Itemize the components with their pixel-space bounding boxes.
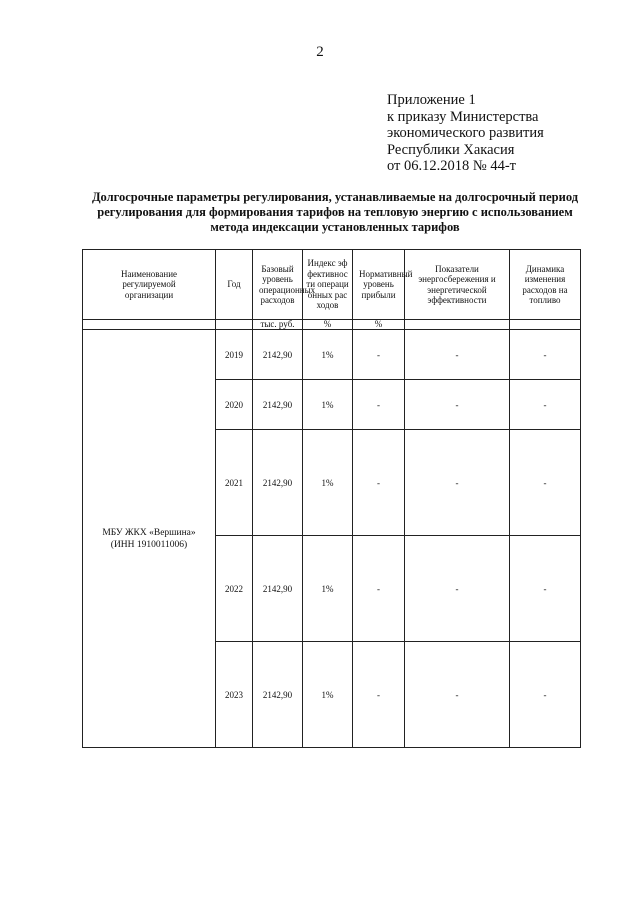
cell-dynamics: -	[510, 330, 581, 380]
cell-norm: -	[353, 380, 405, 430]
header-year: Год	[216, 250, 253, 320]
cell-norm: -	[353, 330, 405, 380]
units-cell-empty	[510, 320, 581, 330]
appendix-line: Приложение 1	[387, 92, 476, 108]
organization-name: МБУ ЖКХ «Вершина» (ИНН 1910011006)	[83, 330, 216, 748]
parameters-table	[82, 249, 581, 748]
cell-base: 2142,90	[253, 380, 303, 430]
cell-norm: -	[353, 642, 405, 748]
table-row	[83, 330, 581, 380]
cell-dynamics: -	[510, 430, 581, 536]
cell-energy: -	[405, 536, 510, 642]
cell-norm: -	[353, 536, 405, 642]
units-norm: %	[353, 320, 405, 330]
units-index: %	[303, 320, 353, 330]
header-energy: Показатели энергосбережения и энергетической эффективности	[405, 250, 510, 320]
cell-index: 1%	[303, 642, 353, 748]
cell-index: 1%	[303, 330, 353, 380]
cell-base: 2142,90	[253, 536, 303, 642]
units-cell-empty	[216, 320, 253, 330]
appendix-block	[387, 92, 544, 175]
cell-dynamics: -	[510, 380, 581, 430]
units-cell-empty	[405, 320, 510, 330]
cell-index: 1%	[303, 536, 353, 642]
cell-year: 2019	[216, 330, 253, 380]
table-header-row	[83, 250, 581, 320]
cell-year: 2021	[216, 430, 253, 536]
cell-energy: -	[405, 642, 510, 748]
units-row	[83, 320, 581, 330]
cell-base: 2142,90	[253, 330, 303, 380]
cell-year: 2020	[216, 380, 253, 430]
cell-year: 2022	[216, 536, 253, 642]
appendix-line: экономического развития	[387, 125, 544, 141]
units-cell-empty	[83, 320, 216, 330]
cell-energy: -	[405, 380, 510, 430]
appendix-line: от 06.12.2018 № 44-т	[387, 158, 517, 174]
cell-index: 1%	[303, 380, 353, 430]
cell-base: 2142,90	[253, 642, 303, 748]
header-index: Индекс эффективности операционных расходов	[303, 250, 353, 320]
cell-base: 2142,90	[253, 430, 303, 536]
cell-dynamics: -	[510, 536, 581, 642]
header-dynamics: Динамика изменения расходов на топливо	[510, 250, 581, 320]
appendix-line: к приказу Министерства	[387, 108, 539, 125]
cell-dynamics: -	[510, 642, 581, 748]
cell-energy: -	[405, 430, 510, 536]
header-org: Наименование регулируемой организации	[83, 250, 216, 320]
document-title: Долгосрочные параметры регулирования, устанавливаемые на долгосрочный период регулирования для формирования тарифов на тепловую энергию с использованием метода индексации установленных тарифов	[91, 190, 579, 234]
header-base: Базовый уровень операционных расходов	[253, 250, 303, 320]
cell-energy: -	[405, 330, 510, 380]
appendix-line: Республики Хакасия	[387, 141, 515, 158]
units-base: тыс. руб.	[253, 320, 303, 330]
page-number: 2	[316, 44, 324, 60]
header-norm: Нормативный уровень прибыли	[353, 250, 405, 320]
cell-year: 2023	[216, 642, 253, 748]
cell-index: 1%	[303, 430, 353, 536]
cell-norm: -	[353, 430, 405, 536]
